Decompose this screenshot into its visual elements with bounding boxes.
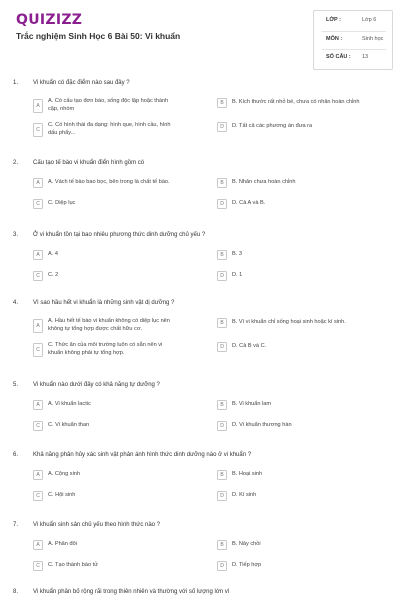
question-text: Ở vi khuẩn tồn tại bao nhiêu phương thức dinh dưỡng chủ yếu ? [33,232,206,238]
option-text-line: C. Thức ăn của môi trường luôn có sẵn nên vi [48,342,163,348]
option-text [232,541,261,549]
option-letter-box: B [217,318,227,328]
option-text [48,562,98,570]
option-text [48,200,75,208]
answer-option-a[interactable] [33,540,77,550]
option-text-line: A. Vi khuẩn lactic [48,401,91,408]
option-text-line: A. Hầu hết tế bào vi khuẩn không có diệp lục nên [48,318,170,324]
answer-option-b[interactable] [217,178,295,188]
option-text [232,123,312,131]
option-text-line: B. Kích thước rất nhỏ bé, chưa có nhân hoàn chỉnh [232,99,360,106]
answer-option-b[interactable] [217,318,346,328]
option-letter-box: A [33,400,43,410]
answer-option-d[interactable] [217,342,266,352]
option-text-line: C. 2 [48,272,59,279]
option-text-line: A. Phân đôi [48,541,77,548]
question-number: 5. [13,382,19,388]
question-text: Vi khuẩn nào dưới đây có khả năng tự dưỡng ? [33,382,160,388]
option-letter-box: A [33,99,43,113]
option-text-line: A. Có cấu tạo đơn bào, sống độc lập hoặc thành [48,98,169,104]
option-text [232,471,262,479]
option-letter-box: B [217,178,227,188]
option-text [48,492,75,500]
question-number: 4. [13,300,19,306]
option-text-line: C. Có hình thái đa dạng: hình que, hình cầu, hình [48,122,171,128]
option-letter-box: D [217,561,227,571]
option-letter-box: C [33,421,43,431]
answer-option-c[interactable] [33,561,98,571]
question-text: Cấu tạo tế bào vi khuẩn điển hình gồm có [33,160,145,166]
answer-option-d[interactable] [217,491,256,501]
option-text [48,98,168,113]
option-text-line: D. Vi khuẩn thương hàn [232,422,292,429]
question-text: Khả năng phân hủy xác sinh vật phản ánh hình thức dinh dưỡng nào ở vi khuẩn ? [33,452,252,458]
answer-option-a[interactable] [33,178,170,188]
option-text-line: D. Tất cả các phương án đưa ra [232,123,313,130]
question-number: 6. [13,452,19,458]
option-text-line: C. Tạo thành bào tử [48,562,98,569]
answer-option-c[interactable] [33,271,58,281]
question-text: Vi khuẩn phân bố rộng rãi trong thiên nhiên và thường với số lượng lớn vì [33,589,230,595]
option-text-line: C. Diệp lục [48,200,76,207]
answer-option-c[interactable] [33,342,162,357]
option-text-line: D. Cả B và C. [232,343,267,350]
option-text [232,251,242,259]
option-letter-box: C [33,491,43,501]
option-text [48,342,162,357]
option-letter-box: A [33,319,43,333]
answer-option-b[interactable] [217,470,262,480]
option-letter-box: B [217,470,227,480]
option-text-line: A. Vách tế bào bao bọc, bên trong là chất tế bào. [48,179,170,186]
option-text [48,122,171,137]
answer-option-b[interactable] [217,540,261,550]
question-number: 3. [13,232,19,238]
answer-option-a[interactable] [33,470,80,480]
option-text [48,272,58,280]
option-letter-box: A [33,250,43,260]
question-text: Vì sao hầu hết vi khuẩn là những sinh vật dị dưỡng ? [33,300,175,306]
answer-option-a[interactable] [33,318,170,333]
answer-option-d[interactable] [217,122,312,132]
option-text-line: D. 1 [232,272,243,279]
meta-divider [322,31,386,32]
option-text [48,179,170,187]
option-text-line: D. Tiếp hợp [232,562,262,569]
option-letter-box: C [33,199,43,209]
meta-row-subject: MÔN : Sinh học [326,36,384,42]
question-number: 2. [13,160,19,166]
answer-option-b[interactable] [217,250,242,260]
answer-option-c[interactable] [33,199,75,209]
option-text-line: không tự tổng hợp được chất hữu cơ. [48,325,143,332]
option-text [48,251,58,259]
option-letter-box: C [33,123,43,137]
option-letter-box: A [33,470,43,480]
option-text-line: cặp, nhóm [48,105,75,112]
answer-option-b[interactable] [217,98,359,108]
quizizz-logo: QUIZIZZ [16,12,83,28]
question-text: Vi khuẩn sinh sản chủ yếu theo hình thức nào ? [33,522,160,528]
worksheet-title: Trắc nghiệm Sinh Học 6 Bài 50: Vi khuẩn [16,31,181,41]
option-letter-box: D [217,122,227,132]
option-text [48,401,91,409]
option-letter-box: B [217,400,227,410]
option-text-line: A. Cộng sinh [48,471,81,478]
option-text-line: A. 4 [48,251,58,258]
answer-option-d[interactable] [217,199,265,209]
option-text [48,541,77,549]
option-text-line: D. Kí sinh [232,492,257,499]
option-text [232,99,359,107]
question-number: 1. [13,80,19,86]
answer-option-b[interactable] [217,400,271,410]
option-letter-box: B [217,250,227,260]
option-text [48,471,80,479]
option-text [232,200,265,208]
worksheet-header [0,0,400,72]
answer-option-d[interactable] [217,271,242,281]
option-letter-box: B [217,98,227,108]
option-text [48,422,89,430]
option-text-line: B. Hoại sinh [232,471,263,478]
option-text-line: B. 3 [232,251,242,258]
answer-option-d[interactable] [217,561,261,571]
option-text [232,343,266,351]
answer-option-c[interactable] [33,122,171,137]
answer-option-a[interactable] [33,250,58,260]
option-text-line: B. Vi khuẩn lam [232,401,272,408]
option-text [232,272,242,280]
answer-option-a[interactable] [33,400,91,410]
option-text-line: khuẩn không phải tự tổng hợp. [48,349,125,356]
option-letter-box: D [217,342,227,352]
option-text-line: C. Hội sinh [48,492,76,499]
option-letter-box: D [217,199,227,209]
option-text-line: dấu phẩy... [48,129,76,136]
option-letter-box: A [33,178,43,188]
option-text [48,318,170,333]
option-letter-box: C [33,271,43,281]
option-text [232,319,346,327]
option-text-line: C. Vi khuẩn than [48,422,90,429]
option-letter-box: D [217,491,227,501]
option-text-line: B. Nhân chưa hoàn chỉnh [232,179,296,186]
option-letter-box: C [33,343,43,357]
option-letter-box: A [33,540,43,550]
option-text [232,179,295,187]
option-text-line: B. Vì vi khuẩn chỉ sống hoại sinh hoặc kí sinh. [232,319,346,326]
option-text-line: B. Nảy chồi [232,541,261,548]
answer-option-c[interactable] [33,421,89,431]
meta-row-grade: LỚP : Lớp 6 [326,17,377,23]
option-text [232,492,256,500]
option-text [232,562,261,570]
option-text-line: D. Cả A và B. [232,200,266,207]
meta-row-count: SỐ CÂU : 13 [326,54,369,60]
meta-divider [322,49,386,50]
option-text [232,401,271,409]
worksheet-meta-box [313,10,393,70]
question-number: 8. [13,589,19,595]
option-letter-box: D [217,421,227,431]
answer-option-a[interactable] [33,98,168,113]
question-text: Vi khuẩn có đặc điểm nào sau đây ? [33,80,130,86]
answer-option-c[interactable] [33,491,75,501]
option-letter-box: B [217,540,227,550]
option-letter-box: C [33,561,43,571]
option-text [232,422,292,430]
answer-option-d[interactable] [217,421,292,431]
question-number: 7. [13,522,19,528]
option-letter-box: D [217,271,227,281]
